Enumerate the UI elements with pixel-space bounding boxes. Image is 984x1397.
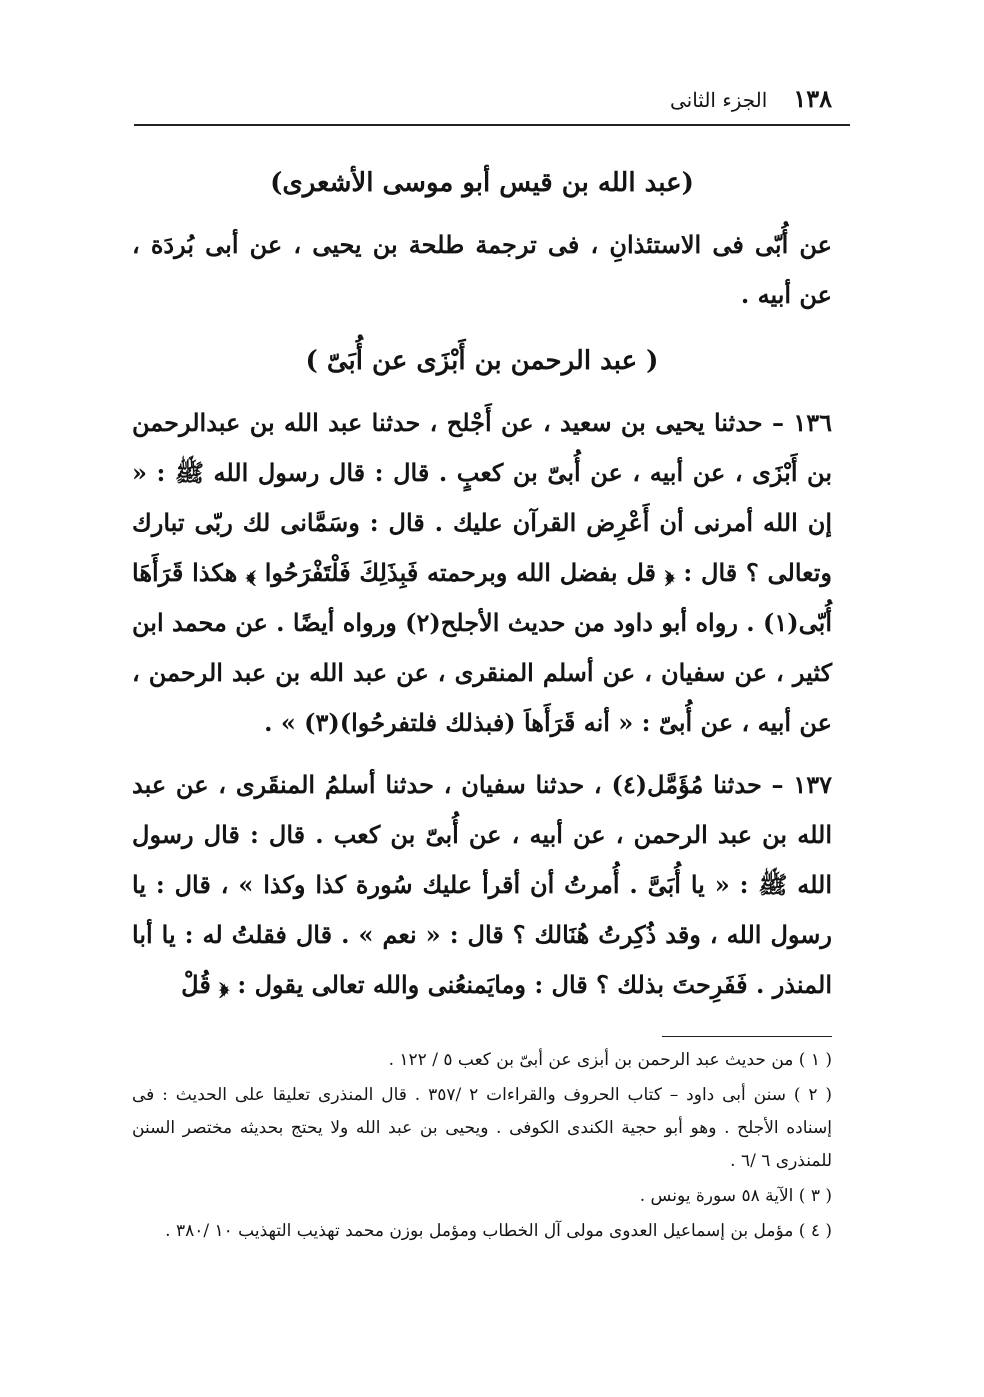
running-header <box>132 84 832 122</box>
section-title: (عبد الله بن قيس أبو موسى الأشعرى) <box>270 168 694 198</box>
hadith-entry-137: ١٣٧ – حدثنا مُؤَمَّل(٤) ، حدثنا سفيان ، حدثنا أسلمُ المنقَرى ، عن عبد الله بن عبد الرحمن ، عن أبيه ، عن أُبىّ بن كعب . قال : قال رسول الله ﷺ : « يا أُبَىَّ . أُمرتُ أن أقرأ عليك سُورة كذا وكذا » ، قال : يا رسول الله ، وقد ذُكِرتُ هُنَالك ؟ قال : « نعم » . قال فقلتُ له : يا أبا المنذر . فَفَرِحتَ بذلك ؟ قال : ومايَمنعُنى والله تعالى يقول : ﴿ قُلْ <box>132 770 833 999</box>
footnote-4: ( ٤ ) مؤمل بن إسماعيل العدوى مولى آل الخطاب ومؤمل بوزن محمد تهذيب التهذيب ١٠ /٣٨٠ . <box>165 1221 832 1241</box>
footnote-3: ( ٣ ) الآية ٥٨ سورة يونس . <box>639 1186 832 1206</box>
section-paragraph: عن أُبّى فى الاستئذانِ ، فى ترجمة طلحة بن يحيى ، عن أبى بُردَة ، عن أبيه . <box>132 230 832 309</box>
footnotes <box>132 1044 832 1248</box>
footnote-rule <box>662 1036 832 1037</box>
footnote-2: ( ٢ ) سنن أبى داود – كتاب الحروف والقراءات ٢ /٣٥٧ . قال المنذرى تعليقا على الحديث : فى إسناده الأجلح . وهو أبو حجية الكندى الكوفى . ويحيى بن عبد الله ولا يحتج بحديثه مختصر السنن للمنذرى ٦ /٦ . <box>132 1085 832 1171</box>
page-number: ١٣٨ <box>793 84 832 113</box>
main-text <box>132 160 832 1010</box>
header-rule <box>134 124 850 126</box>
part-label: الجزء الثانى <box>669 88 768 112</box>
section-title: ( عبد الرحمن بن أَبْزَى عن أُبَىّ ) <box>305 346 659 376</box>
hadith-entry-136: ١٣٦ – حدثنا يحيى بن سعيد ، عن أَجْلح ، حدثنا عبد الله بن عبدالرحمن بن أَبْزَى ، عن أبيه ، عن أُبىّ بن كعبٍ . قال : قال رسول الله ﷺ : « إن الله أمرنى أن أَعْرِض القرآن عليك . قال : وسَمَّانى لك ربّى تبارك وتعالى ؟ قال : ﴿ قل بفضل الله وبرحمته فَبِذَلِكَ فَلْتَفْرَحُوا ﴾ هكذا قَرَأَهَا أُبّى(١) . رواه أبو داود من حديث الأجلح(٢) ورواه أيضًا . عن محمد ابن كثير ، عن سفيان ، عن أسلم المنقرى ، عن عبد الله بن عبد الرحمن ، عن أبيه ، عن أُبىّ : « أنه قَرَأَهاَ (فبذلك فلتفرحُوا)(٣) » . <box>132 408 833 737</box>
footnote-1: ( ١ ) من حديث عبد الرحمن بن أبزى عن أبىّ بن كعب ٥ / ١٢٢ . <box>388 1050 832 1070</box>
